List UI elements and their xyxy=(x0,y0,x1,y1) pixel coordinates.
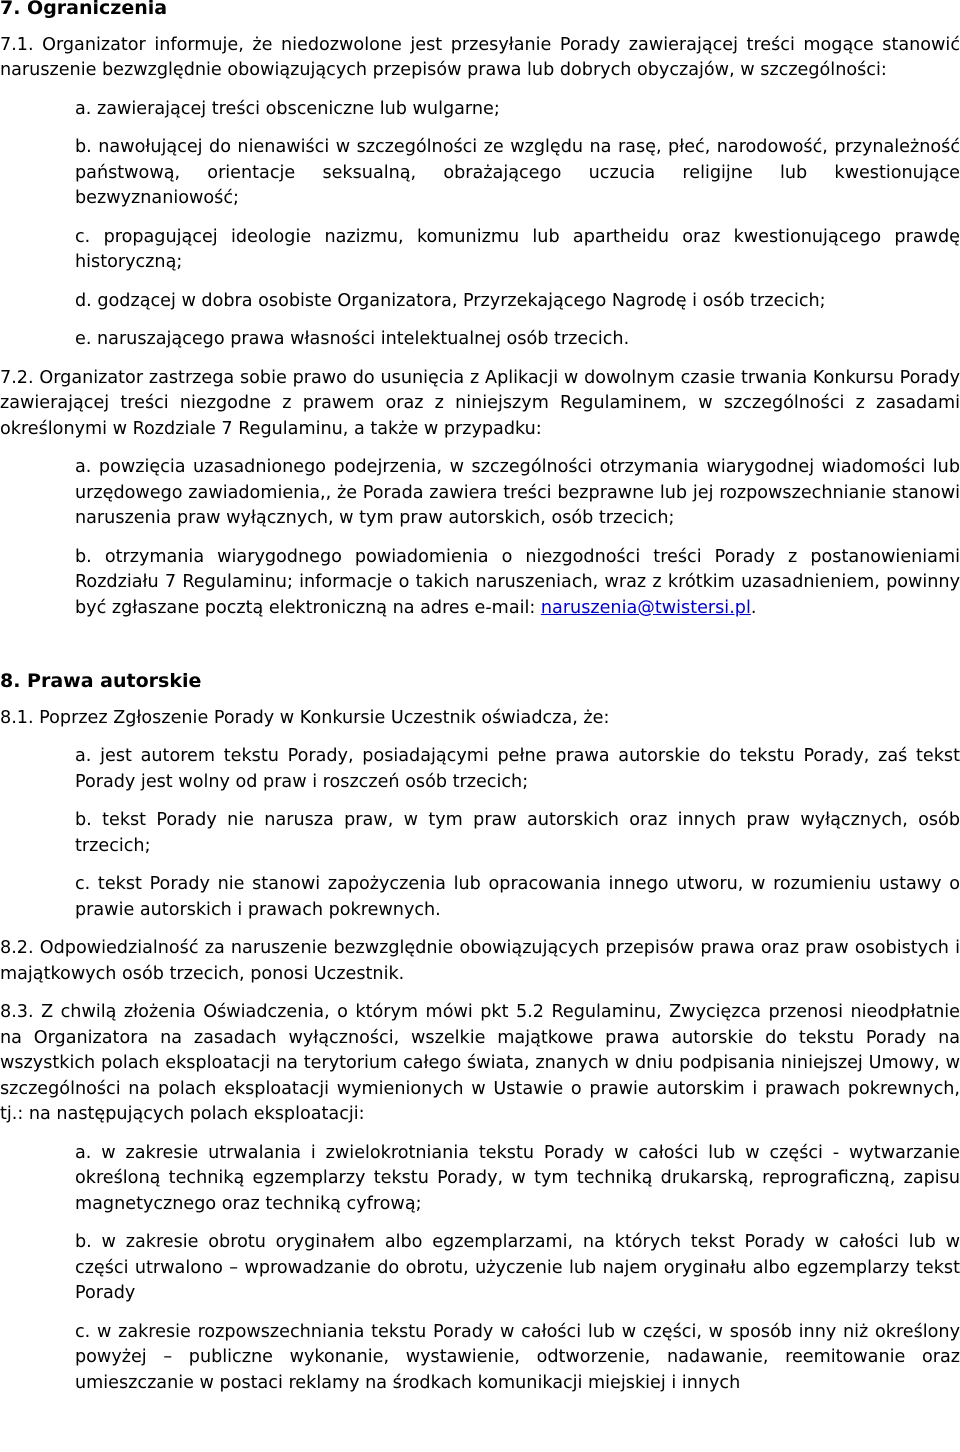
list-item-end: . xyxy=(750,597,757,618)
paragraph-8-1: 8.1. Poprzez Zgłoszenie Porady w Konkursie Uczestnik oświadcza, że: xyxy=(0,707,610,728)
list-item: c. tekst Porady nie stanowi zapożyczenia lub opracowania innego utworu, w rozumieniu ustawy o prawie autorskich i prawach pokrewnych. xyxy=(75,874,960,920)
list-item: b. nawołującej do nienawiści w szczególności ze względu na rasę, płeć, narodowość, przynależność państwową, orientacje seksualną, obrażającego uczucia religijne lub kwestionujące bezwyznaniowość; xyxy=(75,137,960,208)
list-item: a. zawierającej treści obsceniczne lub wulgarne; xyxy=(75,98,500,119)
list-item: a. powzięcia uzasadnionego podejrzenia, w szczególności otrzymania wiarygodnej wiadomości lub urzędowego zawiadomienia,, że Porada zawiera treści bezprawne lub jej rozpowszechnianie stanowi naruszenia praw wyłącznych, w tym praw autorskich, osób trzecich; xyxy=(75,457,960,528)
paragraph-8-2: 8.2. Odpowiedzialność za naruszenie bezwzględnie obowiązujących przepisów prawa oraz praw osobistych i majątkowych osób trzecich, ponosi Uczestnik. xyxy=(0,938,960,984)
list-item-with-email xyxy=(75,545,960,622)
list-item: c. w zakresie rozpowszechniania tekstu Porady w całości lub w części, w sposób inny niż określony powyżej – publiczne wykonanie, wystawienie, odtworzenie, nadawanie, reemitowanie oraz umieszczanie w postaci reklamy na środkach komunikacji miejskiej i innych xyxy=(75,1321,960,1393)
paragraph-8-3: 8.3. Z chwilą złożenia Oświadczenia, o którym mówi pkt 5.2 Regulaminu, Zwycięzca przenosi nieodpłatnie na Organizatora na zasadach wyłączności, wszelkie majątkowe prawa autorskie do tekstu Porady na wszystkich polach eksploatacji na terytorium całego świata, znanych w dniu podpisania niniejszej Umowy, w szczególności na polach eksploatacji wymienionych w Ustawie o prawie autorskim i prawach pokrewnych, tj.: na następujących polach eksploatacji: xyxy=(0,1002,960,1124)
list-item: b. w zakresie obrotu oryginałem albo egzemplarzami, na których tekst Porady w całości lub w części utrwalono – wprowadzanie do obrotu, użyczenie lub najem oryginału albo egzemplarzy tekst Porady xyxy=(75,1232,960,1303)
list-item: e. naruszającego prawa własności intelektualnej osób trzecich. xyxy=(75,329,630,349)
list-item: a. w zakresie utrwalania i zwielokrotniania tekstu Porady w całości lub w części - wytwarzanie określoną techniką egzemplarzy tekstu Porady, w tym techniką drukarską, reprograficzną, zapisu magnetycznego oraz techniką cyfrową; xyxy=(75,1142,960,1214)
paragraph-7-2: 7.2. Organizator zastrzega sobie prawo do usunięcia z Aplikacji w dowolnym czasie trwania Konkursu Porady zawierającej treści niezgodne z prawem oraz z niniejszym Regulaminem, w szczególności z zasadami określonymi w Rozdziale 7 Regulaminu, a także w przypadku: xyxy=(0,367,960,439)
list-item: d. godzącej w dobra osobiste Organizatora, Przyrzekającego Nagrodę i osób trzecich; xyxy=(75,290,826,311)
list-item-text: b. otrzymania wiarygodnego powiadomienia o niezgodności treści Porady z postanowieniami Rozdziału 7 Regulaminu; informacje o takich naruszeniach, wraz z krótkim uzasadnieniem, powinny być zgłaszane pocztą elektroniczną na adres e-mail: xyxy=(75,546,960,618)
list-item: a. jest autorem tekstu Porady, posiadającymi pełne prawa autorskie do tekstu Porady, zaś tekst Porady jest wolny od praw i roszczeń osób trzecich; xyxy=(75,746,960,792)
section-heading-8: 8. Prawa autorskie xyxy=(0,670,202,692)
list-item: c. propagującej ideologie nazizmu, komunizmu lub apartheidu oraz kwestionującego prawdę historyczną; xyxy=(75,226,960,272)
paragraph-7-1: 7.1. Organizator informuje, że niedozwolone jest przesyłanie Porady zawierającej treści mogące stanowić naruszenie bezwzględnie obowiązujących przepisów prawa lub dobrych obyczajów, w szczególności: xyxy=(0,34,960,80)
email-link[interactable]: naruszenia@twistersi.pl xyxy=(540,597,751,618)
list-item: b. tekst Porady nie narusza praw, w tym praw autorskich oraz innych praw wyłącznych, osób trzecich; xyxy=(75,810,960,856)
section-heading-7: 7. Ograniczenia xyxy=(0,0,168,19)
